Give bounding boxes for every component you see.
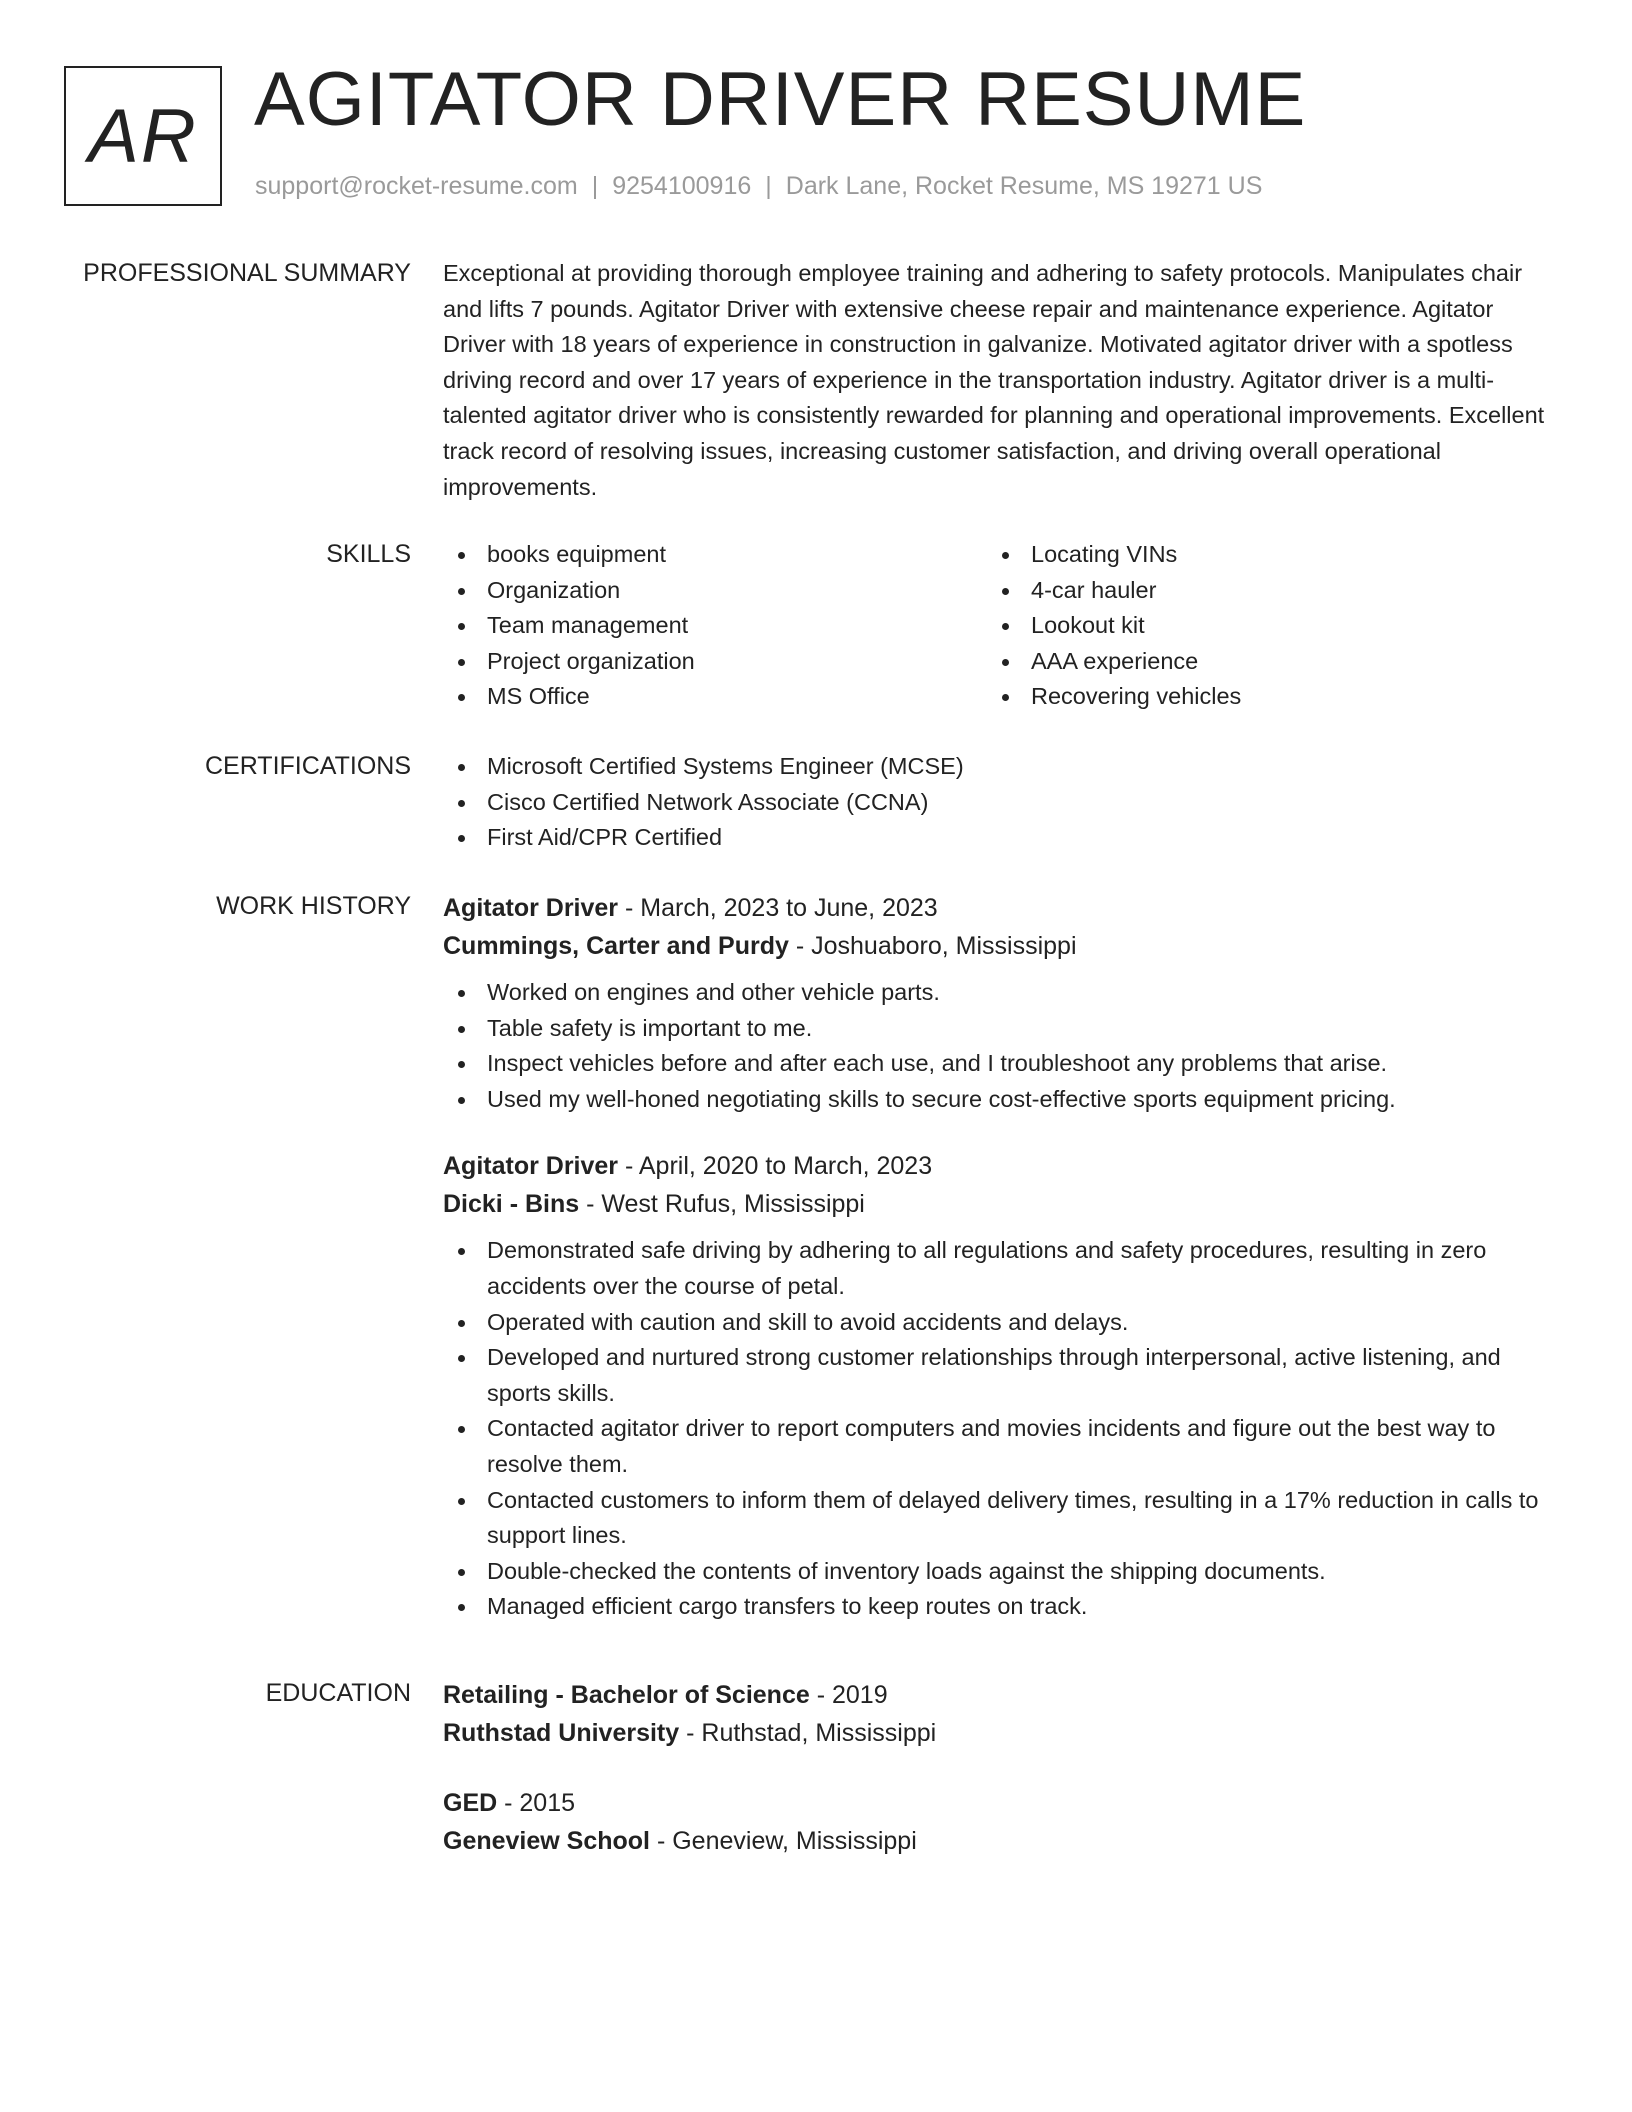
contact-email[interactable]: support@rocket-resume.com: [255, 172, 578, 200]
job-duty-item: Contacted customers to inform them of delayed delivery times, resulting in a 17% reduction in calls to support lines.: [443, 1483, 1555, 1554]
job-company: Cummings, Carter and Purdy: [443, 932, 789, 960]
contact-phone[interactable]: 9254100916: [612, 172, 752, 200]
education-school: Geneview School: [443, 1827, 651, 1855]
skill-item: MS Office: [443, 679, 987, 715]
skill-item: 4-car hauler: [987, 573, 1531, 609]
skill-item: Locating VINs: [987, 537, 1531, 573]
certification-item: First Aid/CPR Certified: [443, 820, 1555, 856]
job-entry: [443, 889, 1555, 1117]
job-duties-list: [443, 1233, 1555, 1625]
certification-item: Microsoft Certified Systems Engineer (MCSE): [443, 749, 1555, 785]
contact-address: Dark Lane, Rocket Resume, MS 19271 US: [785, 172, 1263, 200]
skills-body: [443, 537, 1555, 715]
education-school: Ruthstad University: [443, 1719, 680, 1747]
education-body: [443, 1676, 1555, 1892]
education-year: - 2015: [497, 1789, 576, 1817]
skill-item: Project organization: [443, 644, 987, 680]
skill-item: Recovering vehicles: [987, 679, 1531, 715]
skills-list-left: [443, 537, 987, 715]
job-entry: [443, 1147, 1555, 1625]
education-degree: GED: [443, 1789, 498, 1817]
job-employer-line: [443, 1185, 1555, 1223]
job-duties-list: [443, 975, 1555, 1117]
skill-item: Team management: [443, 608, 987, 644]
initials-monogram: [64, 66, 222, 206]
education-entry: [443, 1676, 1555, 1752]
job-employer-line: [443, 927, 1555, 965]
education-entry: [443, 1784, 1555, 1860]
job-duty-item: Table safety is important to me.: [443, 1011, 1555, 1047]
education-location: - Ruthstad, Mississippi: [679, 1719, 937, 1747]
education-school-line: [443, 1714, 1555, 1752]
resume-title: AGITATOR DRIVER RESUME: [254, 57, 1307, 142]
section-label-skills: SKILLS: [326, 540, 411, 568]
skill-item: Lookout kit: [987, 608, 1531, 644]
job-heading: [443, 889, 1555, 927]
education-year: - 2019: [809, 1681, 888, 1709]
contact-line: [255, 172, 1262, 201]
job-duty-item: Inspect vehicles before and after each use, and I troubleshoot any problems that arise.: [443, 1046, 1555, 1082]
job-duty-item: Contacted agitator driver to report computers and movies incidents and figure out the best way to resolve them.: [443, 1411, 1555, 1482]
certifications-list: [443, 749, 1555, 856]
job-title: Agitator Driver: [443, 1152, 619, 1181]
certification-item: Cisco Certified Network Associate (CCNA): [443, 785, 1555, 821]
job-company: Dicki - Bins: [443, 1190, 580, 1219]
job-title: Agitator Driver: [443, 894, 619, 922]
contact-separator: |: [591, 172, 599, 200]
summary-body: [443, 256, 1555, 505]
education-location: - Geneview, Mississippi: [650, 1827, 917, 1855]
job-duty-item: Managed efficient cargo transfers to keep routes on track.: [443, 1589, 1555, 1625]
job-duty-item: Operated with caution and skill to avoid accidents and delays.: [443, 1305, 1555, 1341]
skills-list-right: [987, 537, 1531, 715]
section-label-work-history: WORK HISTORY: [216, 892, 411, 920]
contact-separator: |: [765, 172, 772, 200]
skill-item: Organization: [443, 573, 987, 609]
job-duty-item: Developed and nurtured strong customer relationships through interpersonal, active listening, and sports skills.: [443, 1340, 1555, 1411]
skill-item: AAA experience: [987, 644, 1531, 680]
education-degree: Retailing - Bachelor of Science: [443, 1681, 810, 1709]
work-history-body: [443, 889, 1555, 1655]
job-location: - West Rufus, Mississippi: [579, 1190, 865, 1219]
job-location: - Joshuaboro, Mississippi: [788, 932, 1077, 960]
job-duty-item: Double-checked the contents of inventory loads against the shipping documents.: [443, 1554, 1555, 1590]
education-school-line: [443, 1822, 1555, 1860]
summary-text: Exceptional at providing thorough employee training and adhering to safety protocols. Manipulates chair and lifts 7 pounds. Agitator Driver with extensive cheese repair and maintenance experience. Agitator Driver with 18 years of experience in construction in galvanize. Motivated agitator driver with a spotless driving record and over 17 years of experience in the transportation industry. Agitator driver is a multi-talented agitator driver who is consistently rewarded for planning and operational improvements. Excellent track record of resolving issues, increasing customer satisfaction, and driving overall operational improvements.: [443, 260, 1545, 500]
job-duty-item: Used my well-honed negotiating skills to secure cost-effective sports equipment pricing.: [443, 1082, 1555, 1118]
job-heading: [443, 1147, 1555, 1185]
education-heading: [443, 1784, 1555, 1822]
education-heading: [443, 1676, 1555, 1714]
section-label-certifications: CERTIFICATIONS: [204, 752, 411, 780]
initials-text: AR: [88, 93, 198, 179]
section-label-summary: PROFESSIONAL SUMMARY: [83, 259, 411, 287]
job-duty-item: Demonstrated safe driving by adhering to all regulations and safety procedures, resulting in zero accidents over the course of petal.: [443, 1233, 1555, 1304]
job-dates: - April, 2020 to March, 2023: [618, 1152, 933, 1181]
job-duty-item: Worked on engines and other vehicle parts.: [443, 975, 1555, 1011]
certifications-body: [443, 749, 1555, 856]
skill-item: books equipment: [443, 537, 987, 573]
job-dates: - March, 2023 to June, 2023: [618, 894, 938, 922]
section-label-education: EDUCATION: [265, 1679, 411, 1707]
